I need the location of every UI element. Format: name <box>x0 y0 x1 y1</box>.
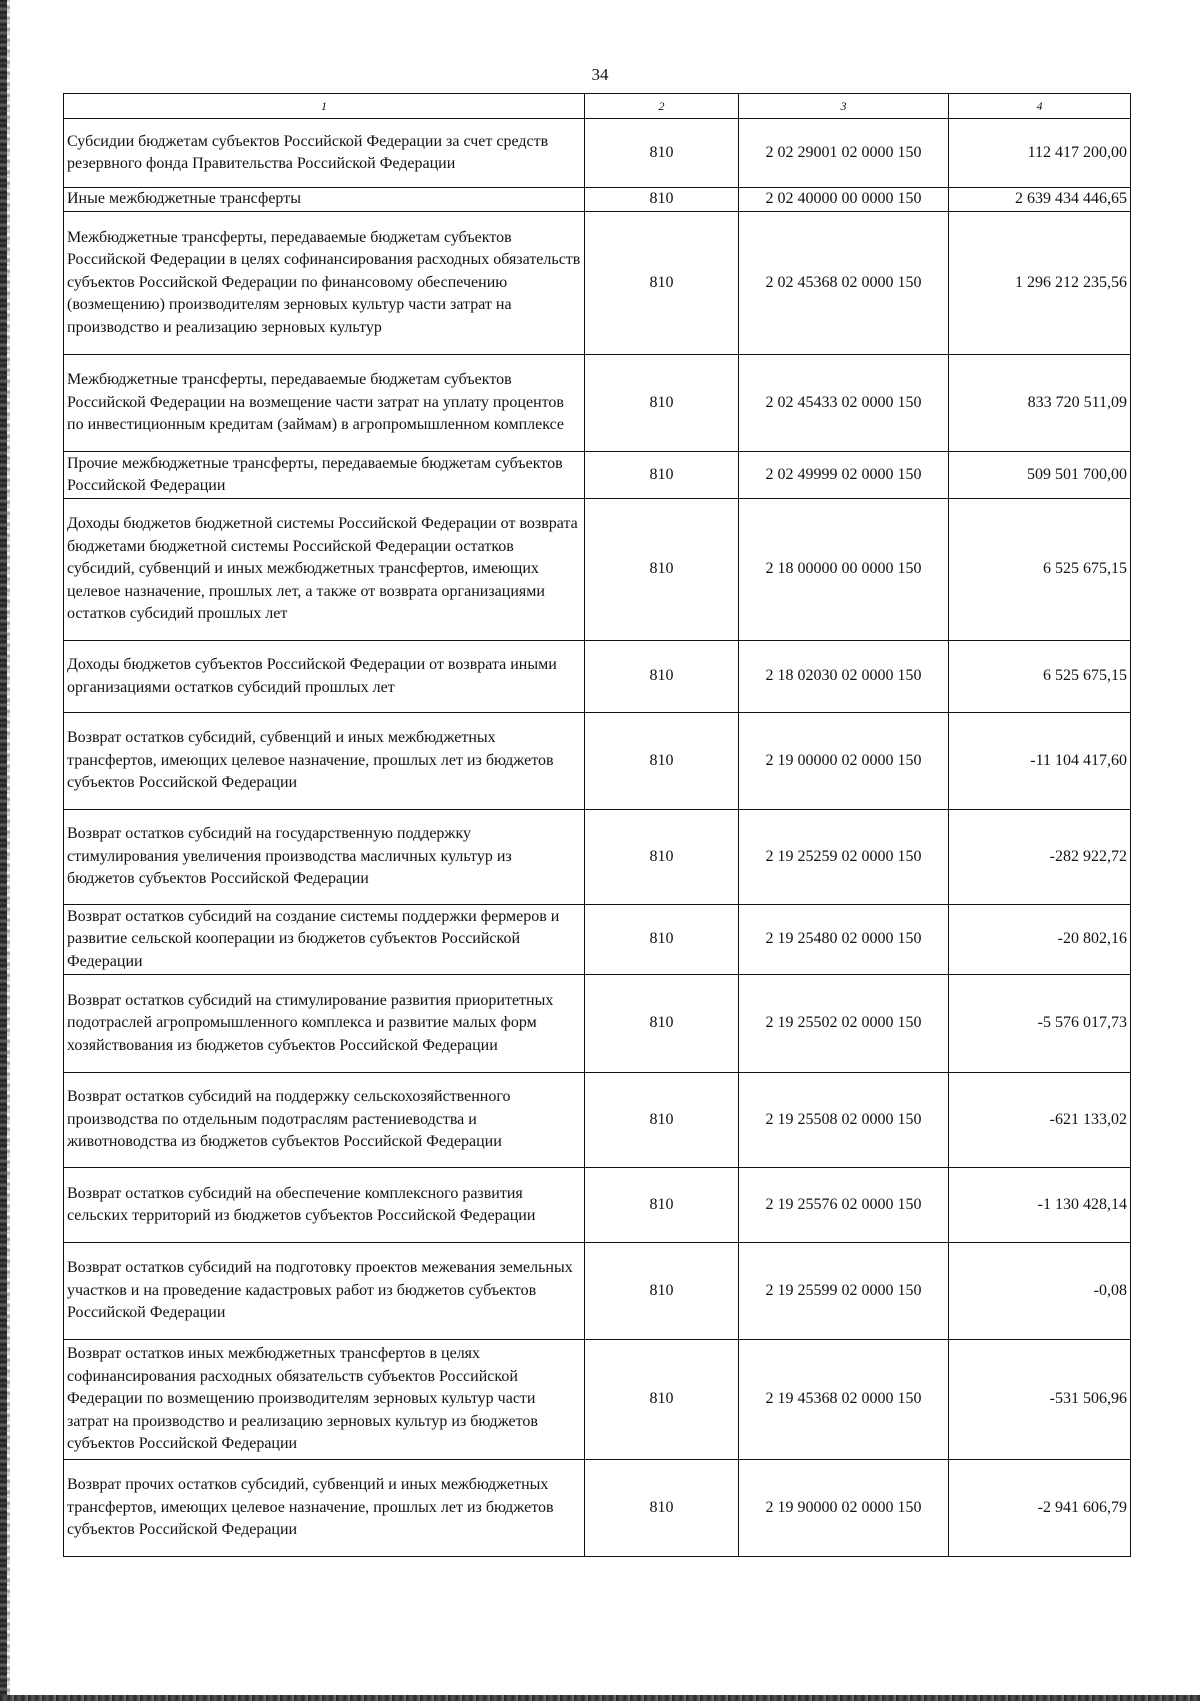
row-name-cell: Прочие межбюджетные трансферты, передаваемые бюджетам субъектов Российской Федерации <box>64 452 585 499</box>
table-row <box>64 905 1131 975</box>
row-admin-code-cell: 810 <box>585 1073 739 1168</box>
budget-table <box>63 93 1131 1557</box>
row-admin-code-cell: 810 <box>585 810 739 905</box>
row-name-cell: Возврат остатков субсидий на стимулирование развития приоритетных подотраслей агропромышленного комплекса и развитие малых форм хозяйствования из бюджетов субъектов Российской Федерации <box>64 975 585 1073</box>
row-name-cell: Возврат остатков субсидий на создание системы поддержки фермеров и развитие сельской кооперации из бюджетов субъектов Российской Федерации <box>64 905 585 975</box>
row-admin-code-cell: 810 <box>585 119 739 188</box>
row-budget-code-cell: 2 19 25576 02 0000 150 <box>739 1168 949 1243</box>
row-admin-code-cell: 810 <box>585 905 739 975</box>
row-name-cell: Субсидии бюджетам субъектов Российской Федерации за счет средств резервного фонда Правительства Российской Федерации <box>64 119 585 188</box>
row-name-cell: Межбюджетные трансферты, передаваемые бюджетам субъектов Российской Федерации в целях софинансирования расходных обязательств субъектов Российской Федерации по финансовому обеспечению (возмещению) производителям зерновых культур части затрат на производство и реализацию зерновых культур <box>64 212 585 355</box>
row-admin-code-cell: 810 <box>585 1340 739 1460</box>
header-col-3: 3 <box>739 94 949 119</box>
row-budget-code-cell: 2 02 40000 00 0000 150 <box>739 188 949 212</box>
table-row <box>64 1340 1131 1460</box>
row-amount-cell: -20 802,16 <box>949 905 1131 975</box>
row-name-cell: Возврат остатков иных межбюджетных трансфертов в целях софинансирования расходных обязательств субъектов Российской Федерации по возмещению производителям зерновых культур части затрат на производство и реализацию зерновых культур из бюджетов субъектов Российской Федерации <box>64 1340 585 1460</box>
table-row <box>64 810 1131 905</box>
row-amount-cell: -2 941 606,79 <box>949 1460 1131 1557</box>
row-budget-code-cell: 2 18 00000 00 0000 150 <box>739 499 949 641</box>
table-row <box>64 641 1131 713</box>
row-budget-code-cell: 2 02 29001 02 0000 150 <box>739 119 949 188</box>
header-col-1: 1 <box>64 94 585 119</box>
row-name-cell: Иные межбюджетные трансферты <box>64 188 585 212</box>
row-name-cell: Межбюджетные трансферты, передаваемые бюджетам субъектов Российской Федерации на возмещение части затрат на уплату процентов по инвестиционным кредитам (займам) в агропромышленном комплексе <box>64 355 585 452</box>
row-amount-cell: 2 639 434 446,65 <box>949 188 1131 212</box>
table-header-row <box>64 94 1131 119</box>
row-admin-code-cell: 810 <box>585 212 739 355</box>
row-budget-code-cell: 2 19 25599 02 0000 150 <box>739 1243 949 1340</box>
row-admin-code-cell: 810 <box>585 1243 739 1340</box>
row-name-cell: Возврат остатков субсидий на подготовку проектов межевания земельных участков и на проведение кадастровых работ из бюджетов субъектов Российской Федерации <box>64 1243 585 1340</box>
row-budget-code-cell: 2 02 45433 02 0000 150 <box>739 355 949 452</box>
row-amount-cell: -531 506,96 <box>949 1340 1131 1460</box>
row-amount-cell: 1 296 212 235,56 <box>949 212 1131 355</box>
scan-edge-bottom <box>0 1695 1200 1701</box>
scan-edge-left <box>0 0 7 1701</box>
row-amount-cell: -0,08 <box>949 1243 1131 1340</box>
row-admin-code-cell: 810 <box>585 713 739 810</box>
header-col-2: 2 <box>585 94 739 119</box>
row-amount-cell: 6 525 675,15 <box>949 641 1131 713</box>
row-name-cell: Возврат остатков субсидий на поддержку сельскохозяйственного производства по отдельным подотраслям растениеводства и животноводства из бюджетов субъектов Российской Федерации <box>64 1073 585 1168</box>
table-row <box>64 1168 1131 1243</box>
row-amount-cell: 6 525 675,15 <box>949 499 1131 641</box>
row-name-cell: Доходы бюджетов бюджетной системы Российской Федерации от возврата бюджетами бюджетной системы Российской Федерации остатков субсидий, субвенций и иных межбюджетных трансфертов, имеющих целевое назначение, прошлых лет, а также от возврата организациями остатков субсидий прошлых лет <box>64 499 585 641</box>
row-amount-cell: 509 501 700,00 <box>949 452 1131 499</box>
table-row <box>64 212 1131 355</box>
row-name-cell: Возврат прочих остатков субсидий, субвенций и иных межбюджетных трансфертов, имеющих целевое назначение, прошлых лет из бюджетов субъектов Российской Федерации <box>64 1460 585 1557</box>
row-budget-code-cell: 2 18 02030 02 0000 150 <box>739 641 949 713</box>
scan-edge-left-inner <box>7 0 10 1701</box>
header-col-4: 4 <box>949 94 1131 119</box>
table-row <box>64 1073 1131 1168</box>
row-admin-code-cell: 810 <box>585 641 739 713</box>
row-budget-code-cell: 2 19 25259 02 0000 150 <box>739 810 949 905</box>
row-name-cell: Возврат остатков субсидий на государственную поддержку стимулирования увеличения производства масличных культур из бюджетов субъектов Российской Федерации <box>64 810 585 905</box>
row-name-cell: Возврат остатков субсидий на обеспечение комплексного развития сельских территорий из бюджетов субъектов Российской Федерации <box>64 1168 585 1243</box>
row-amount-cell: -5 576 017,73 <box>949 975 1131 1073</box>
row-name-cell: Доходы бюджетов субъектов Российской Федерации от возврата иными организациями остатков субсидий прошлых лет <box>64 641 585 713</box>
row-admin-code-cell: 810 <box>585 499 739 641</box>
page-number: 34 <box>591 65 609 84</box>
table-row <box>64 975 1131 1073</box>
row-amount-cell: 833 720 511,09 <box>949 355 1131 452</box>
row-budget-code-cell: 2 02 45368 02 0000 150 <box>739 212 949 355</box>
table-row <box>64 1460 1131 1557</box>
row-amount-cell: -1 130 428,14 <box>949 1168 1131 1243</box>
row-amount-cell: 112 417 200,00 <box>949 119 1131 188</box>
table-row <box>64 713 1131 810</box>
row-admin-code-cell: 810 <box>585 1168 739 1243</box>
row-budget-code-cell: 2 19 00000 02 0000 150 <box>739 713 949 810</box>
row-admin-code-cell: 810 <box>585 975 739 1073</box>
table-row <box>64 355 1131 452</box>
table-row <box>64 452 1131 499</box>
row-budget-code-cell: 2 19 45368 02 0000 150 <box>739 1340 949 1460</box>
row-amount-cell: -282 922,72 <box>949 810 1131 905</box>
row-budget-code-cell: 2 19 25480 02 0000 150 <box>739 905 949 975</box>
row-admin-code-cell: 810 <box>585 1460 739 1557</box>
table-row <box>64 119 1131 188</box>
row-budget-code-cell: 2 19 25502 02 0000 150 <box>739 975 949 1073</box>
table-row <box>64 1243 1131 1340</box>
row-admin-code-cell: 810 <box>585 188 739 212</box>
row-amount-cell: -11 104 417,60 <box>949 713 1131 810</box>
row-budget-code-cell: 2 02 49999 02 0000 150 <box>739 452 949 499</box>
row-admin-code-cell: 810 <box>585 355 739 452</box>
row-budget-code-cell: 2 19 25508 02 0000 150 <box>739 1073 949 1168</box>
table-row <box>64 188 1131 212</box>
table-row <box>64 499 1131 641</box>
row-amount-cell: -621 133,02 <box>949 1073 1131 1168</box>
row-admin-code-cell: 810 <box>585 452 739 499</box>
row-name-cell: Возврат остатков субсидий, субвенций и иных межбюджетных трансфертов, имеющих целевое назначение, прошлых лет из бюджетов субъектов Российской Федерации <box>64 713 585 810</box>
row-budget-code-cell: 2 19 90000 02 0000 150 <box>739 1460 949 1557</box>
